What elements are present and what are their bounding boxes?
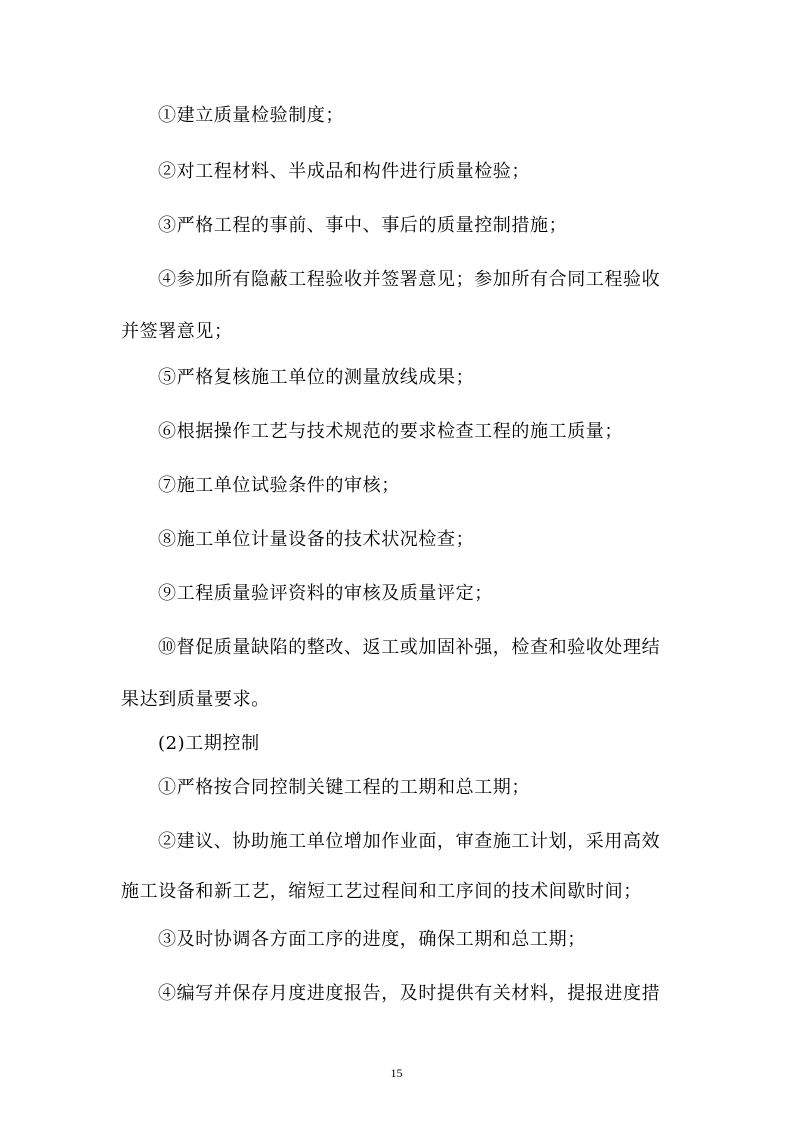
paragraph-line: ⑤严格复核施工单位的测量放线成果； (158, 367, 475, 388)
page-number: 15 (390, 1066, 403, 1080)
paragraph-line: ⑨工程质量验评资料的审核及质量评定； (158, 583, 493, 604)
paragraph-line: ③及时协调各方面工序的进度，确保工期和总工期； (158, 929, 586, 950)
paragraph-line: ⑧施工单位计量设备的技术状况检查； (158, 529, 475, 550)
paragraph-line: ①建立质量检验制度； (158, 105, 344, 126)
paragraph-line: ④参加所有隐蔽工程验收并签署意见；参加所有合同工程验收 (158, 269, 661, 290)
paragraph-line: ⑥根据操作工艺与技术规范的要求检查工程的施工质量； (158, 421, 623, 442)
paragraph-line: ①严格按合同控制关键工程的工期和总工期； (158, 777, 530, 798)
paragraph-line: ④编写并保存月度进度报告，及时提供有关材料，提报进度措 (158, 983, 661, 1004)
paragraph-line: ②对工程材料、半成品和构件进行质量检验； (158, 161, 530, 182)
paragraph-line: ②建议、协助施工单位增加作业面，审查施工计划，采用高效 (158, 831, 661, 852)
paragraph-line: 并签署意见； (121, 321, 233, 342)
paragraph-line: ⑦施工单位试验条件的审核； (158, 475, 400, 496)
paragraph-line: 果达到质量要求。 (121, 689, 270, 710)
paragraph-line: ⑩督促质量缺陷的整改、返工或加固补强，检查和验收处理结 (158, 637, 661, 658)
paragraph-line: 施工设备和新工艺，缩短工艺过程间和工序间的技术间歇时间； (121, 881, 642, 902)
paragraph-line: ③严格工程的事前、事中、事后的质量控制措施； (158, 215, 568, 236)
section-heading: (2)工期控制 (158, 733, 260, 754)
